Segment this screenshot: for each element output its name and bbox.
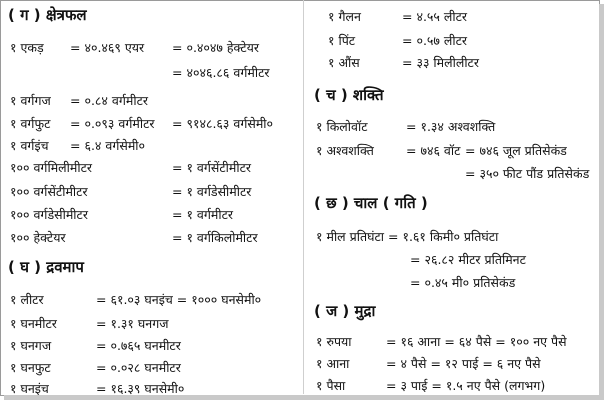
area-row-8-eq2: = १ वर्गमीटर: [172, 207, 234, 222]
volume-row-3-unit: १ घनगज: [10, 338, 52, 353]
volume-row-5-unit: १ घनइंच: [10, 381, 49, 396]
area-row-9-unit: १०० हेक्टेयर: [10, 230, 66, 245]
volume-row-4-unit: १ घनफुट: [10, 360, 51, 375]
area-row-5-eq1: = ६.४ वर्गसेमी०: [70, 138, 146, 153]
currency-row-2-unit: १ आना: [316, 356, 350, 371]
volume-row-2-unit: १ घनमीटर: [10, 316, 57, 331]
area-row-4-eq1: = ०.०९३ वर्गमीटर: [70, 116, 155, 131]
currency-row-1-unit: १ रुपया: [316, 334, 352, 349]
area-row-7-unit: १०० वर्गसेंटीमीटर: [10, 184, 88, 199]
column-divider: [303, 0, 304, 394]
currency-row-2-eq: = ४ पैसे = १२ पाई = ६ नए पैसे: [386, 356, 541, 371]
volume-row-4-eq: = ०.०२८ घनमीटर: [96, 360, 181, 375]
area-row-1-eq2: = ०.४०४७ हेक्टेयर: [172, 40, 260, 55]
volume-row-1-eq: = ६१.०३ घनइंच = १००० घनसेमी०: [96, 292, 262, 307]
area-row-3-eq1: = ०.८४ वर्गमीटर: [70, 93, 149, 108]
volume-row-5-eq: = १६.३९ घनसेमी०: [96, 381, 185, 396]
liquid-row-2-eq: = ०.५७ लीटर: [402, 33, 468, 48]
power-row-1-eq: = १.३४ अश्वशक्ति: [406, 119, 496, 134]
speed-row-1: १ मील प्रतिघंटा = १.६१ किमी० प्रतिघंटा: [316, 229, 499, 244]
liquid-row-1-unit: १ गैलन: [328, 9, 361, 24]
speed-row-3: = ०.४५ मी० प्रतिसेकंड: [410, 275, 516, 290]
area-row-8-unit: १०० वर्गडेसीमीटर: [10, 207, 88, 222]
area-row-1-eq1: = ४०.४६९ एयर: [70, 40, 145, 55]
page-shadow-right: [599, 4, 604, 398]
area-row-6-unit: १०० वर्गमिलीमीटर: [10, 160, 93, 175]
volume-row-3-eq: = ०.७६५ घनमीटर: [96, 338, 181, 353]
page-shadow-bottom: [4, 395, 604, 400]
area-row-2-eq2: = ४०४६.८६ वर्गमीटर: [172, 65, 270, 80]
area-row-4-unit: १ वर्गफुट: [10, 116, 51, 131]
liquid-row-3-unit: १ औंस: [328, 55, 360, 70]
area-row-9-eq2: = १ वर्गकिलोमीटर: [172, 230, 258, 245]
liquid-row-3-eq: = ३३ मिलीलीटर: [402, 55, 479, 70]
power-row-2-unit: १ अश्वशक्ति: [316, 143, 374, 158]
currency-row-3-unit: १ पैसा: [316, 378, 346, 393]
liquid-row-1-eq: = ४.५५ लीटर: [402, 9, 468, 24]
power-row-1-unit: १ किलोवॉट: [316, 119, 368, 134]
volume-row-1-unit: १ लीटर: [10, 292, 44, 307]
area-row-1-unit: १ एकड़: [10, 40, 44, 55]
power-row-2-eq1: = ७४६ वॉट: [406, 143, 461, 158]
volume-heading: ( घ ) द्रवमाप: [8, 258, 84, 276]
area-heading: ( ग ) क्षेत्रफल: [8, 6, 87, 24]
currency-row-1-eq: = १६ आना = ६४ पैसे = १०० नए पैसे: [386, 334, 567, 349]
area-row-3-unit: १ वर्गगज: [10, 93, 51, 108]
area-row-6-eq2: = १ वर्गसेंटीमीटर: [172, 160, 252, 175]
area-row-7-eq2: = १ वर्गडेसीमीटर: [172, 184, 252, 199]
power-row-3-eq2: = ३५० फीट पौंड प्रतिसेकंड: [465, 166, 590, 181]
area-row-4-eq2: = ९१४८.६३ वर्गसेमी०: [172, 116, 274, 131]
power-heading: ( च ) शक्ति: [314, 86, 384, 104]
area-row-5-unit: १ वर्गइंच: [10, 138, 49, 153]
currency-row-3-eq: = ३ पाई = १.५ नए पैसे (लगभग): [386, 378, 546, 393]
currency-heading: ( ज ) मुद्रा: [314, 302, 376, 320]
volume-row-2-eq: = १.३१ घनगज: [96, 316, 169, 331]
speed-heading: ( छ ) चाल ( गति ): [314, 194, 428, 212]
speed-row-2: = २६.८२ मीटर प्रतिमिनट: [410, 252, 526, 267]
power-row-2-eq2: = ७४६ जूल प्रतिसेकंड: [465, 143, 567, 158]
liquid-row-2-unit: १ पिंट: [328, 33, 356, 48]
